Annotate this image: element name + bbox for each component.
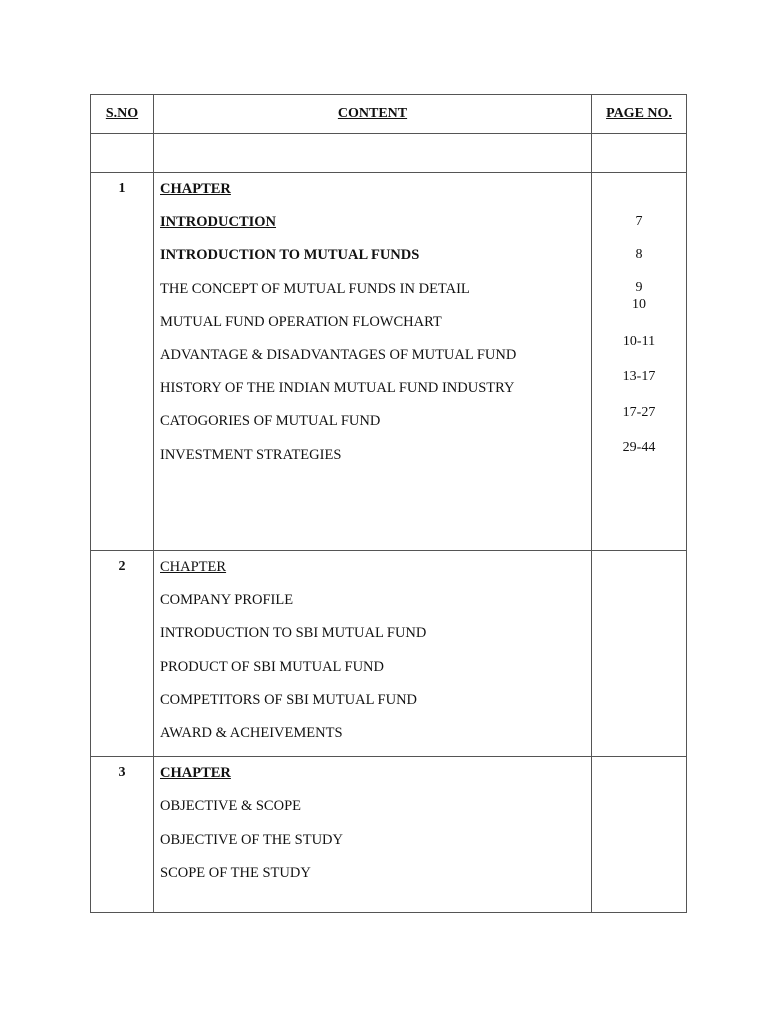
list-item: ADVANTAGE & DISADVANTAGES OF MUTUAL FUND [160,346,517,363]
list-item: CHAPTER [160,765,231,782]
list-item: COMPETITORS OF SBI MUTUAL FUND [160,691,418,708]
page-number: 9 [635,280,643,295]
list-item: INTRODUCTION [160,214,277,231]
list-item: HISTORY OF THE INDIAN MUTUAL FUND INDUSTRY [160,380,515,397]
item-list [154,173,591,478]
list-item: AWARD & ACHEIVEMENTS [160,724,343,741]
page-cell [592,551,687,757]
header-row [91,95,687,134]
list-item: CHAPTER [160,559,227,575]
list-item: INTRODUCTION TO SBI MUTUAL FUND [160,625,427,642]
page-number: 10 [632,297,646,312]
page-cell [592,757,687,913]
content-header: CONTENT [154,95,592,134]
list-item: SCOPE OF THE STUDY [160,864,311,881]
table-row [91,551,687,757]
sno-cell: 3 [91,757,154,913]
content-cell [154,757,592,913]
page-number: 8 [635,247,643,262]
content-cell [154,551,592,757]
content-cell [154,173,592,551]
list-item: CHAPTER [160,181,231,197]
sno-cell: 1 [91,173,154,551]
item-list [154,551,591,756]
table-row [91,757,687,913]
page-number: 10-11 [622,334,656,349]
list-item: INVESTMENT STRATEGIES [160,446,342,463]
list-item: THE CONCEPT OF MUTUAL FUNDS IN DETAIL [160,280,470,297]
page-no-header: PAGE NO. [592,95,687,134]
page-number: 17-27 [622,405,656,420]
list-item: INTRODUCTION TO MUTUAL FUNDS [160,247,420,264]
page-number: 7 [635,214,643,229]
list-item: OBJECTIVE & SCOPE [160,798,301,815]
page-number: 13-17 [622,369,656,384]
list-item: CATOGORIES OF MUTUAL FUND [160,413,381,430]
contents-table [90,94,687,913]
list-item: MUTUAL FUND OPERATION FLOWCHART [160,313,442,330]
page-number: 29-44 [622,440,656,455]
sno-header: S.NO [91,95,154,134]
list-item: PRODUCT OF SBI MUTUAL FUND [160,658,384,675]
item-list [154,757,591,896]
table-row [91,173,687,551]
page-cell [592,173,687,551]
empty-row [91,134,687,173]
sno-cell: 2 [91,551,154,757]
list-item: OBJECTIVE OF THE STUDY [160,831,343,848]
list-item: COMPANY PROFILE [160,592,294,609]
